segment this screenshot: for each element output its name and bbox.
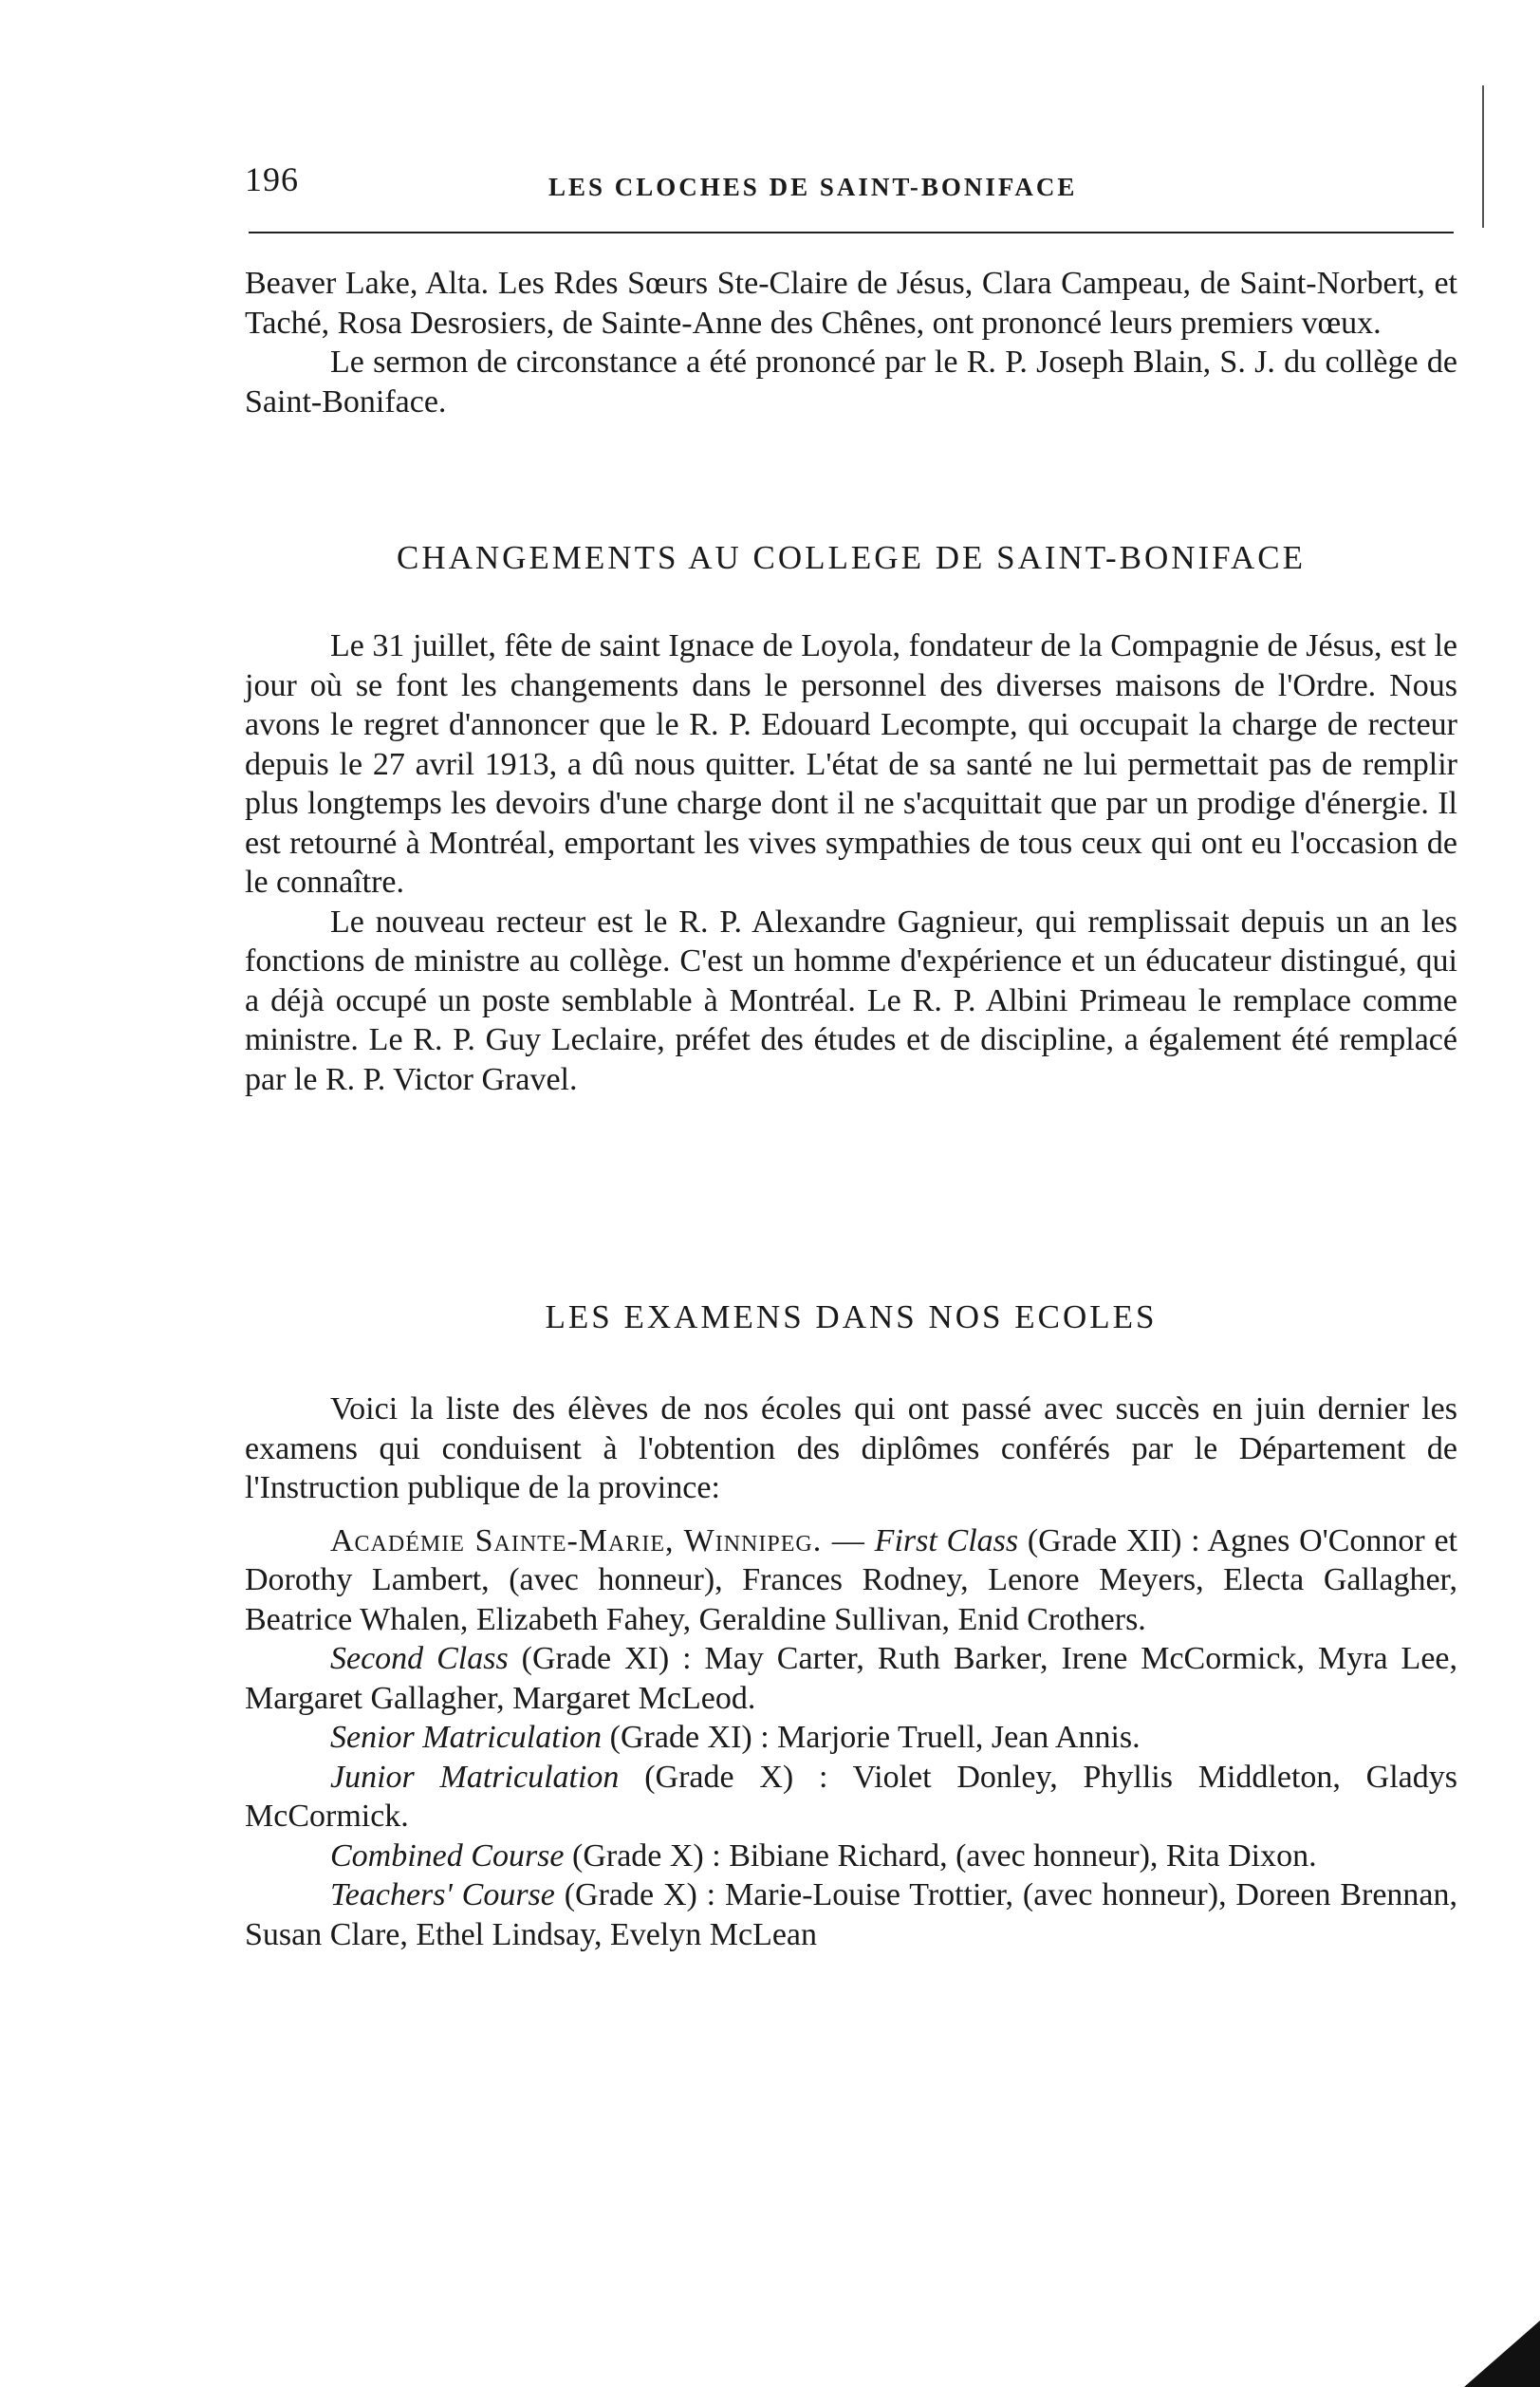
exam-class-label: Combined Course <box>330 1837 565 1874</box>
exam-entry <box>245 1875 1457 1954</box>
exam-class-results: (Grade XII) : Agnes O'Connor et Dorothy Lambert, (avec honneur), Frances Rodney, Lenore Meyers, Electa Gallagher, Beatrice Whalen, Elizabeth Fahey, Geraldine Sullivan, Enid Crothers. <box>245 1522 1458 1637</box>
scan-corner-mark <box>1464 2321 1540 2387</box>
school-name: Académie Sainte-Marie, Winnipeg. — <box>330 1522 865 1558</box>
examens-intro: Voici la liste des élèves de nos écoles qui ont passé avec succès en juin dernier les examens qui conduisent à l'obtention des diplômes conférés par le Département de l'Instruction publique de la province: <box>245 1391 1457 1505</box>
page-header <box>245 159 1459 216</box>
running-head: LES CLOCHES DE SAINT-BONIFACE <box>548 173 1078 201</box>
exam-class-label: Junior Matriculation <box>330 1759 620 1795</box>
section-examens-body <box>245 1389 1457 1954</box>
intro-paragraph-2: Le sermon de circonstance a été prononcé par le R. P. Joseph Blain, S. J. du collège de Saint-Boniface. <box>245 345 1457 420</box>
section-title-examens: LES EXAMENS DANS NOS ECOLES <box>545 1298 1158 1335</box>
exam-class-results: (Grade X) : Bibiane Richard, (avec honneur), Rita Dixon. <box>572 1837 1317 1874</box>
section-title-changements: CHANGEMENTS AU COLLEGE DE SAINT-BONIFACE <box>396 539 1307 576</box>
changements-paragraph-2: Le nouveau recteur est le R. P. Alexandre Gagnieur, qui remplissait depuis un an les fonctions de ministre au collège. C'est un homme d'expérience et un éducateur distingué, qui a déjà occupé un poste semblable à Montréal. Le R. P. Albini Primeau le remplace comme ministre. Le R. P. Guy Leclaire, préfet des études et de discipline, a également été remplacé par le R. P. Victor Gravel. <box>245 904 1457 1097</box>
section-changements-body <box>245 626 1457 1099</box>
scan-edge-line <box>1482 85 1484 228</box>
exam-entry <box>245 1718 1457 1758</box>
changements-paragraph-1: Le 31 juillet, fête de saint Ignace de Loyola, fondateur de la Compagnie de Jésus, est le jour où se font les changements dans le personnel des diverses maisons de l'Ordre. Nous avons le regret d'annoncer que le R. P. Edouard Lecompte, qui occupait la charge de recteur depuis le 27 avril 1913, a dû nous quitter. L'état de sa santé ne lui permettait pas de remplir plus longtemps les devoirs d'une charge dont il ne s'acquittait que par un prodige d'énergie. Il est retourné à Montréal, emportant les vives sympathies de tous ceux qui ont eu l'occasion de le connaître. <box>245 628 1457 900</box>
exam-class-label: Second Class <box>330 1641 509 1676</box>
intro-paragraph-1: Beaver Lake, Alta. Les Rdes Sœurs Ste-Claire de Jésus, Clara Campeau, de Saint-Norbert, et Taché, Rosa Desrosiers, de Sainte-Anne des Chênes, ont prononcé leurs premiers vœux. <box>245 266 1457 341</box>
exam-entry <box>245 1837 1457 1876</box>
intro-block <box>245 264 1457 421</box>
header-rule <box>249 232 1454 233</box>
exam-class-label: First Class <box>874 1522 1019 1558</box>
exam-class-results: (Grade XI) : May Carter, Ruth Barker, Irene McCormick, Myra Lee, Margaret Gallagher, Margaret McLeod. <box>245 1641 1458 1716</box>
exam-entry <box>245 1758 1457 1837</box>
exam-entry <box>245 1639 1457 1718</box>
page-number: 196 <box>245 160 299 198</box>
exam-class-label: Teachers' Course <box>330 1877 555 1912</box>
exam-class-results: (Grade X) : Marie-Louise Trottier, (avec honneur), Doreen Brennan, Susan Clare, Ethel Lindsay, Evelyn McLean <box>245 1877 1458 1952</box>
exam-class-results: (Grade XI) : Marjorie Truell, Jean Annis. <box>609 1720 1141 1755</box>
exam-class-results: (Grade X) : Violet Donley, Phyllis Middleton, Gladys McCormick. <box>245 1759 1457 1834</box>
exam-class-label: Senior Matriculation <box>330 1720 603 1755</box>
exam-entry <box>245 1521 1457 1640</box>
